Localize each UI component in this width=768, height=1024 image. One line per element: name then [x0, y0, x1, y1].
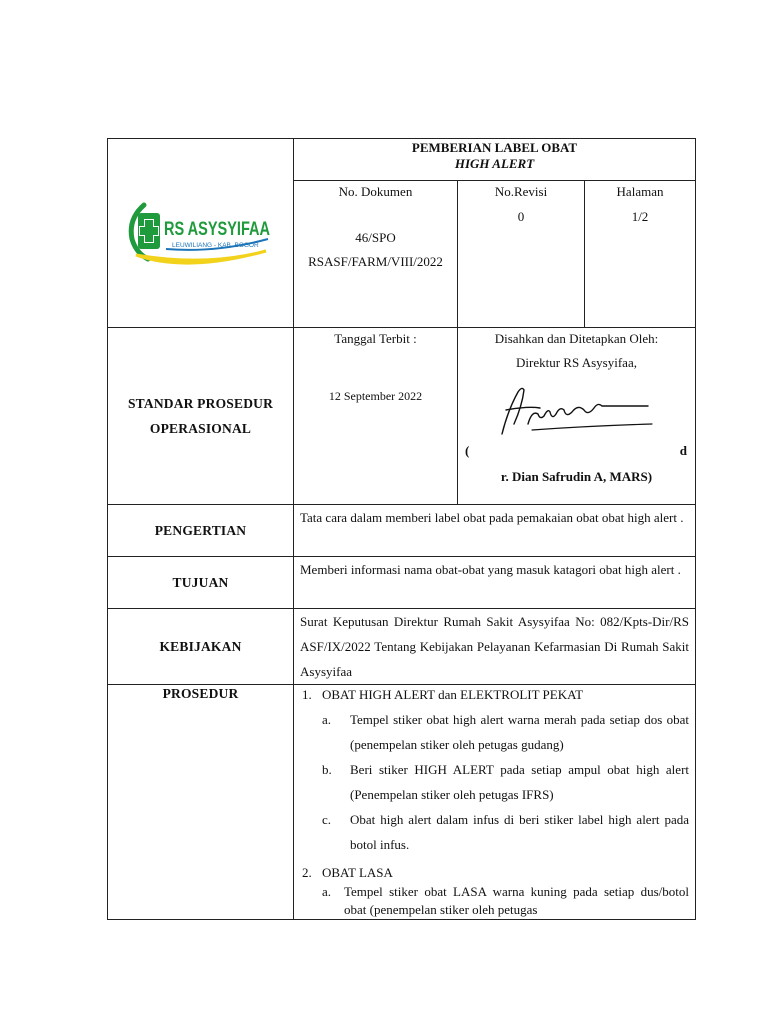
kebijakan-text: Surat Keputusan Direktur Rumah Sakit Asysyifaa No: 082/Kpts-Dir/RS ASF/IX/2022 Tentang Kebijakan Pelayanan Kefarmasian Di Rumah Sakit Asysyifaa — [294, 609, 696, 685]
logo-cell — [108, 139, 294, 328]
title-line-1: PEMBERIAN LABEL OBAT — [411, 140, 578, 155]
issue-date-value: 12 September 2022 — [328, 389, 423, 403]
pengertian-label: PENGERTIAN — [108, 505, 294, 557]
hospital-logo — [126, 191, 276, 271]
tujuan-text: Memberi informasi nama obat-obat yang masuk katagori obat high alert . — [294, 557, 696, 609]
page-label: Halaman — [616, 184, 664, 199]
approval-line-2: Direktur RS Asysyifaa, — [516, 355, 637, 370]
document-number-cell — [294, 181, 458, 328]
procedure-item-1a-letter: a. — [322, 712, 332, 727]
issue-date-label: Tanggal Terbit : — [334, 331, 417, 346]
signature — [488, 380, 658, 444]
document-number-line-1: 46/SPO — [355, 230, 396, 245]
procedure-item-1c-text: Obat high alert dalam infus di beri stiker label high alert pada botol infus. — [350, 812, 690, 852]
procedure-item-2-title: OBAT LASA — [322, 865, 393, 880]
tujuan-label: TUJUAN — [108, 557, 294, 609]
procedure-item-2a-text: Tempel stiker obat LASA warna kuning pada setiap dus/botol obat (penempelan stiker oleh petugas — [344, 884, 690, 917]
procedure-item-1b — [302, 757, 689, 807]
procedure-item-1a-text: Tempel stiker obat high alert warna merah pada setiap dos obat (penempelan stiker oleh petugas gudang) — [350, 712, 690, 752]
revision-value: 0 — [517, 209, 525, 224]
procedure-item-2a — [302, 883, 689, 919]
approval-line-1: Disahkan dan Ditetapkan Oleh: — [494, 331, 659, 346]
signatory-name: r. Dian Safrudin A, MARS) — [500, 469, 653, 484]
page-cell — [585, 181, 696, 328]
document-number-label: No. Dokumen — [338, 184, 413, 199]
procedure-item-2-number: 2. — [302, 865, 312, 880]
procedure-item-1-number: 1. — [302, 687, 312, 702]
sop-table — [107, 138, 696, 920]
page-value: 1/2 — [631, 209, 649, 224]
procedure-item-2a-letter: a. — [322, 884, 332, 899]
procedure-item-1-title: OBAT HIGH ALERT dan ELEKTROLIT PEKAT — [322, 687, 584, 702]
logo-name: RS ASYSYIFAA — [163, 219, 270, 240]
procedure-item-1a — [302, 707, 689, 757]
procedure-item-1c-letter: c. — [322, 812, 332, 827]
kebijakan-label: KEBIJAKAN — [108, 609, 294, 685]
document-number-line-2: RSASF/FARM/VIII/2022 — [308, 254, 443, 269]
procedure-item-1b-text: Beri stiker HIGH ALERT pada setiap ampul obat high alert (Penempelan stiker oleh petugas IFRS) — [350, 762, 690, 802]
procedure-item-1b-letter: b. — [322, 762, 332, 777]
sop-label-line-1: STANDAR PROSEDUR — [127, 396, 274, 411]
prosedur-content — [294, 685, 696, 920]
procedure-item-1c — [302, 807, 689, 857]
sop-label-cell — [108, 328, 294, 505]
sop-document — [107, 138, 695, 919]
issue-date-cell — [294, 328, 458, 505]
document-title — [294, 139, 696, 181]
pengertian-text: Tata cara dalam memberi label obat pada pemakaian obat obat high alert . — [294, 505, 696, 557]
revision-cell — [458, 181, 585, 328]
revision-label: No.Revisi — [494, 184, 548, 199]
title-line-2: HIGH ALERT — [454, 156, 535, 171]
procedure-item-1 — [302, 685, 689, 705]
signatory-trailing-d: d — [679, 443, 688, 458]
signatory-open-paren: ( — [465, 443, 470, 458]
approval-cell — [458, 328, 696, 505]
prosedur-label: PROSEDUR — [108, 685, 294, 920]
sop-label-line-2: OPERASIONAL — [149, 421, 252, 436]
procedure-item-2 — [302, 863, 689, 883]
logo-subtitle: LEUWILIANG - KAB. BOGOR — [171, 242, 259, 249]
